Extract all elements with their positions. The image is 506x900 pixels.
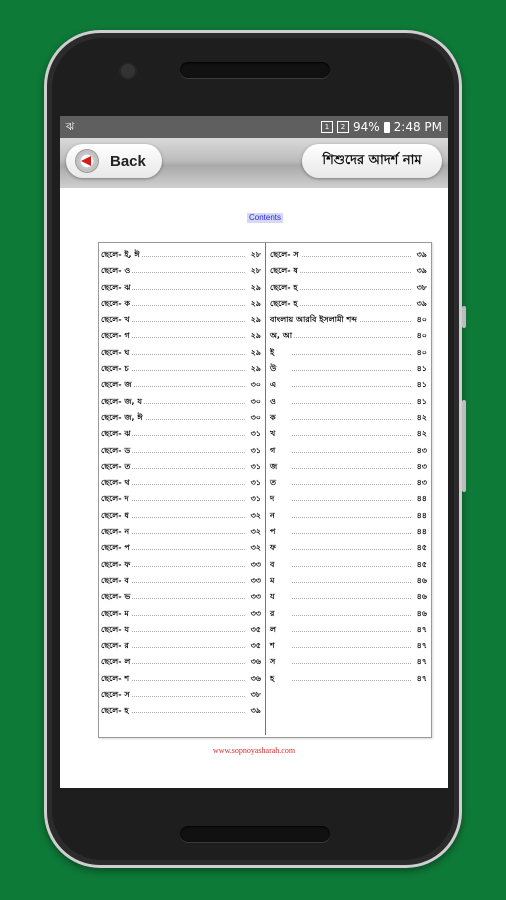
toc-leader-dots: [123, 615, 245, 616]
toc-entry-page: ৩১: [249, 443, 261, 459]
toc-entry-page: ২৯: [249, 328, 261, 344]
toc-leader-dots: [123, 647, 245, 648]
toc-entry[interactable]: [270, 638, 427, 654]
toc-entry-page: ৪৪: [415, 524, 427, 540]
toc-entry-page: ২৯: [249, 361, 261, 377]
toc-entry-label: জ: [270, 459, 279, 475]
toc-leader-dots: [123, 566, 245, 567]
toc-leader-dots: [292, 403, 411, 404]
front-camera: [121, 64, 135, 78]
toc-entry-label: ছেলে- ড: [101, 443, 132, 459]
toc-entry[interactable]: [101, 410, 261, 426]
toc-entry[interactable]: [270, 426, 427, 442]
toc-leader-dots: [292, 615, 411, 616]
toc-entry-label: উ: [270, 361, 278, 377]
toc-leader-dots: [123, 468, 245, 469]
toc-entry-label: ছেলে- য: [101, 622, 131, 638]
toc-leader-dots: [123, 321, 245, 322]
toc-entry[interactable]: [101, 296, 261, 312]
battery-percent: 94%: [352, 120, 380, 134]
contents-heading[interactable]: Contents: [249, 213, 282, 222]
toc-entry-label: ছেলে- ষ: [270, 263, 300, 279]
toc-entry[interactable]: [101, 394, 261, 410]
toc-entry-label: ছেলে- জ, ঈ: [101, 410, 145, 426]
toc-entry-label: খ: [270, 426, 277, 442]
toc-entry-label: ছেলে- ল: [101, 654, 132, 670]
toc-leader-dots: [123, 435, 245, 436]
toc-entry-page: ৪৭: [415, 638, 427, 654]
toc-right-column: [270, 247, 427, 687]
toc-entry[interactable]: [101, 328, 261, 344]
toc-entry[interactable]: [101, 280, 261, 296]
toc-entry-page: ৩৫: [249, 622, 261, 638]
toc-entry-label: ছেলে- ম: [101, 606, 131, 622]
toc-entry[interactable]: [270, 524, 427, 540]
status-right-group: [321, 116, 442, 138]
back-arrow-icon: [76, 150, 98, 172]
toc-leader-dots: [123, 696, 245, 697]
toc-leader-dots: [292, 647, 411, 648]
toc-leader-dots: [292, 452, 411, 453]
toc-entry-label: ছেলে- প: [101, 540, 132, 556]
toc-entry[interactable]: [270, 606, 427, 622]
toc-entry-label: ছেলে- হ: [101, 703, 131, 719]
toc-entry-page: ৪৭: [415, 654, 427, 670]
toc-entry[interactable]: [101, 491, 261, 507]
toc-leader-dots: [123, 712, 245, 713]
toc-leader-dots: [123, 386, 245, 387]
toc-entry-page: ৪৬: [415, 573, 427, 589]
toc-entry[interactable]: [101, 247, 261, 263]
toc-leader-dots: [292, 337, 411, 338]
toc-entry-label: ল: [270, 622, 278, 638]
toc-leader-dots: [123, 370, 245, 371]
toc-entry[interactable]: [270, 328, 427, 344]
toc-leader-dots: [292, 484, 411, 485]
table-of-contents: [98, 242, 432, 738]
toc-entry-page: ৪১: [415, 394, 427, 410]
toc-entry-page: ৩০: [249, 377, 261, 393]
toc-entry-label: ছেলে- স: [270, 247, 301, 263]
toc-entry[interactable]: [101, 671, 261, 687]
sim2-icon: 2: [337, 121, 349, 133]
toc-entry-page: ৪৫: [415, 557, 427, 573]
toc-entry-label: ছেলে- স: [101, 687, 132, 703]
toc-entry-label: শ: [270, 638, 277, 654]
toc-entry-page: ৩০: [249, 410, 261, 426]
toc-entry-label: ছেলে- জ: [101, 377, 134, 393]
toc-entry-label: ছেলে- দ: [101, 491, 131, 507]
battery-icon: [384, 122, 390, 133]
toc-leader-dots: [292, 419, 411, 420]
toc-leader-dots: [123, 289, 245, 290]
toc-entry[interactable]: [101, 524, 261, 540]
toc-entry[interactable]: [101, 638, 261, 654]
toc-entry[interactable]: [270, 296, 427, 312]
toc-entry[interactable]: [270, 280, 427, 296]
toc-entry-label: ন: [270, 508, 277, 524]
toc-entry-page: ৩৩: [249, 589, 261, 605]
toc-leader-dots: [123, 484, 245, 485]
toc-entry-page: ৩৩: [249, 573, 261, 589]
toc-entry-label: স: [270, 654, 277, 670]
toc-leader-dots: [123, 354, 245, 355]
toc-entry[interactable]: [101, 703, 261, 719]
notification-icon: ঝ: [66, 120, 75, 133]
toc-entry[interactable]: [101, 540, 261, 556]
toc-leader-dots: [292, 517, 411, 518]
toc-entry[interactable]: [270, 557, 427, 573]
toc-entry-label: বাংলায় আরবি ইসলামী শব্দ: [270, 312, 359, 328]
toc-entry[interactable]: [101, 263, 261, 279]
toc-entry-page: ৩৯: [415, 296, 427, 312]
toc-entry-page: ৪৩: [415, 443, 427, 459]
page-title: শিশুদের আদর্শ নাম: [302, 144, 442, 178]
toc-entry-label: য: [270, 589, 277, 605]
toc-entry-label: অ, আ: [270, 328, 294, 344]
toc-entry-page: ৪৩: [415, 475, 427, 491]
top-speaker: [180, 62, 330, 78]
toc-entry-page: ৩২: [249, 524, 261, 540]
toc-leader-dots: [292, 305, 411, 306]
toc-leader-dots: [292, 354, 411, 355]
toc-leader-dots: [292, 631, 411, 632]
toc-entry-label: দ: [270, 491, 276, 507]
toc-leader-dots: [123, 631, 245, 632]
toc-entry[interactable]: [270, 589, 427, 605]
toc-entry-page: ৪২: [415, 410, 427, 426]
toc-entry[interactable]: [101, 573, 261, 589]
toc-leader-dots: [292, 582, 411, 583]
toc-leader-dots: [123, 663, 245, 664]
toc-leader-dots: [292, 272, 411, 273]
toc-leader-dots: [292, 386, 411, 387]
toc-entry[interactable]: [270, 443, 427, 459]
toc-entry-label: ফ: [270, 540, 278, 556]
toc-leader-dots: [123, 517, 245, 518]
toc-entry-page: ৪৪: [415, 508, 427, 524]
toc-entry-page: ৩৬: [249, 654, 261, 670]
toc-leader-dots: [292, 566, 411, 567]
document-page[interactable]: [60, 188, 448, 788]
toc-leader-dots: [292, 370, 411, 371]
sim1-icon: 1: [321, 121, 333, 133]
toc-leader-dots: [123, 305, 245, 306]
toc-entry-page: ৪০: [415, 345, 427, 361]
toc-entry[interactable]: [270, 361, 427, 377]
toc-entry[interactable]: [101, 654, 261, 670]
toc-entry-label: ছেলে- গ: [101, 328, 132, 344]
toc-leader-dots: [292, 256, 411, 257]
toc-entry-label: ছেলে- জ, য: [101, 394, 144, 410]
toc-entry-page: ২৯: [249, 345, 261, 361]
toc-entry[interactable]: [270, 491, 427, 507]
toc-entry-page: ২৯: [249, 296, 261, 312]
toc-leader-dots: [123, 500, 245, 501]
toc-leader-dots: [292, 468, 411, 469]
toc-entry-label: ছেলে- ই, ঈ: [101, 247, 142, 263]
toc-entry-label: ব: [270, 557, 276, 573]
toc-entry-page: ৩৯: [415, 247, 427, 263]
toc-leader-dots: [123, 272, 245, 273]
toc-entry[interactable]: [270, 671, 427, 687]
toc-entry-label: গ: [270, 443, 277, 459]
app-bar: [60, 138, 448, 188]
toc-entry-page: ৩০: [249, 394, 261, 410]
toc-entry-page: ৪৭: [415, 671, 427, 687]
toc-entry[interactable]: [101, 557, 261, 573]
toc-leader-dots: [292, 533, 411, 534]
toc-entry-label: ছেলে- ঘ: [101, 345, 131, 361]
toc-entry-page: ৪০: [415, 312, 427, 328]
toc-entry-label: ছেলে- ন: [101, 524, 131, 540]
toc-entry-page: ৩৯: [249, 703, 261, 719]
toc-entry-page: ৩৩: [249, 606, 261, 622]
toc-entry[interactable]: [270, 394, 427, 410]
toc-entry-page: ৩৮: [415, 280, 427, 296]
toc-leader-dots: [123, 680, 245, 681]
toc-leader-dots: [123, 549, 245, 550]
toc-entry[interactable]: [270, 654, 427, 670]
toc-entry-label: ছেলে- ও: [101, 263, 132, 279]
toc-entry-label: ছেলে- ক: [101, 296, 132, 312]
toc-entry[interactable]: [270, 263, 427, 279]
toc-entry[interactable]: [270, 410, 427, 426]
toc-entry-page: ২৮: [249, 247, 261, 263]
toc-entry-page: ৪৩: [415, 459, 427, 475]
toc-entry-page: ৩৫: [249, 638, 261, 654]
toc-entry[interactable]: [101, 589, 261, 605]
toc-entry-label: র: [270, 606, 276, 622]
power-button: [462, 306, 466, 328]
toc-entry-page: ৩২: [249, 508, 261, 524]
toc-entry-page: ৩১: [249, 459, 261, 475]
back-button-label: Back: [110, 152, 146, 170]
toc-entry-label: ছেলে- ফ: [101, 557, 132, 573]
clock: 2:48 PM: [393, 120, 442, 134]
toc-entry[interactable]: [101, 622, 261, 638]
website-link[interactable]: www.sopnoyasharah.com: [212, 746, 296, 755]
toc-entry-label: ছেলে- হ: [270, 296, 300, 312]
toc-entry-page: ২৯: [249, 312, 261, 328]
toc-leader-dots: [292, 549, 411, 550]
toc-entry-label: প: [270, 524, 277, 540]
toc-entry-label: ছেলে- ধ: [101, 508, 131, 524]
toc-entry-label: ক: [270, 410, 278, 426]
toc-leader-dots: [292, 289, 411, 290]
toc-leader-dots: [292, 500, 411, 501]
toc-entry[interactable]: [101, 426, 261, 442]
toc-entry-page: ৩১: [249, 475, 261, 491]
toc-entry-label: ত: [270, 475, 278, 491]
toc-entry[interactable]: [270, 247, 427, 263]
toc-leader-dots: [292, 435, 411, 436]
toc-entry-label: ছেলে- ভ: [101, 589, 132, 605]
toc-entry[interactable]: [270, 377, 427, 393]
app-screen: [60, 116, 448, 788]
toc-entry-label: এ: [270, 377, 278, 393]
toc-entry-label: ছেলে- র: [101, 638, 131, 654]
toc-entry-label: ছেলে- থ: [101, 475, 132, 491]
toc-entry-label: ছেলে- হ: [270, 280, 300, 296]
toc-entry[interactable]: [101, 508, 261, 524]
toc-entry[interactable]: [101, 361, 261, 377]
toc-left-column: [101, 247, 261, 720]
toc-entry-page: ৪১: [415, 377, 427, 393]
toc-entry-label: ছেলে- শ: [101, 671, 131, 687]
toc-entry-label: ছেলে- চ: [101, 361, 131, 377]
volume-rocker: [462, 400, 466, 492]
toc-entry-label: ম: [270, 573, 276, 589]
toc-entry-page: ৪০: [415, 328, 427, 344]
toc-entry-page: ৩২: [249, 540, 261, 556]
toc-entry-page: ৩৮: [249, 687, 261, 703]
toc-entry-page: ৩৬: [249, 671, 261, 687]
toc-entry-page: ৪৫: [415, 540, 427, 556]
toc-leader-dots: [292, 598, 411, 599]
toc-entry-page: ৩৯: [415, 263, 427, 279]
back-button[interactable]: [66, 144, 162, 178]
toc-entry-label: ছেলে- ত: [101, 459, 132, 475]
toc-entry[interactable]: [101, 312, 261, 328]
toc-leader-dots: [292, 680, 411, 681]
toc-entry-page: ২৯: [249, 280, 261, 296]
toc-entry-page: ৪২: [415, 426, 427, 442]
toc-entry-page: ৪৬: [415, 606, 427, 622]
toc-entry[interactable]: [270, 622, 427, 638]
toc-leader-dots: [123, 337, 245, 338]
toc-leader-dots: [292, 663, 411, 664]
toc-entry[interactable]: [270, 573, 427, 589]
toc-entry[interactable]: [101, 687, 261, 703]
toc-entry-page: ৩১: [249, 426, 261, 442]
toc-entry-label: ছেলে- ঝ: [101, 280, 132, 296]
toc-entry[interactable]: [270, 508, 427, 524]
toc-entry[interactable]: [270, 459, 427, 475]
toc-entry-label: ছেলে- ব: [101, 573, 131, 589]
column-divider: [265, 243, 266, 735]
toc-entry-label: হ: [270, 671, 276, 687]
toc-entry[interactable]: [101, 443, 261, 459]
toc-entry[interactable]: [101, 606, 261, 622]
toc-entry-page: ৪৬: [415, 589, 427, 605]
toc-leader-dots: [123, 452, 245, 453]
toc-entry[interactable]: [101, 377, 261, 393]
toc-leader-dots: [123, 598, 245, 599]
toc-entry-page: ৪৪: [415, 491, 427, 507]
toc-entry[interactable]: [270, 475, 427, 491]
toc-entry[interactable]: [101, 459, 261, 475]
toc-entry-label: ও: [270, 394, 278, 410]
toc-entry-page: ৩৩: [249, 557, 261, 573]
toc-entry-page: ৩১: [249, 491, 261, 507]
toc-entry-label: ছেলে- খ: [101, 312, 132, 328]
status-bar: [60, 116, 448, 138]
toc-leader-dots: [123, 582, 245, 583]
toc-entry-label: ছেলে- ঝ: [101, 426, 132, 442]
toc-entry-label: ই: [270, 345, 276, 361]
toc-entry-page: ৪১: [415, 361, 427, 377]
bottom-speaker: [180, 826, 330, 842]
toc-entry[interactable]: [270, 312, 427, 328]
toc-entry[interactable]: [101, 345, 261, 361]
toc-entry[interactable]: [270, 540, 427, 556]
toc-entry[interactable]: [101, 475, 261, 491]
toc-entry[interactable]: [270, 345, 427, 361]
toc-entry-page: ২৮: [249, 263, 261, 279]
toc-leader-dots: [123, 533, 245, 534]
toc-entry-page: ৪৭: [415, 622, 427, 638]
